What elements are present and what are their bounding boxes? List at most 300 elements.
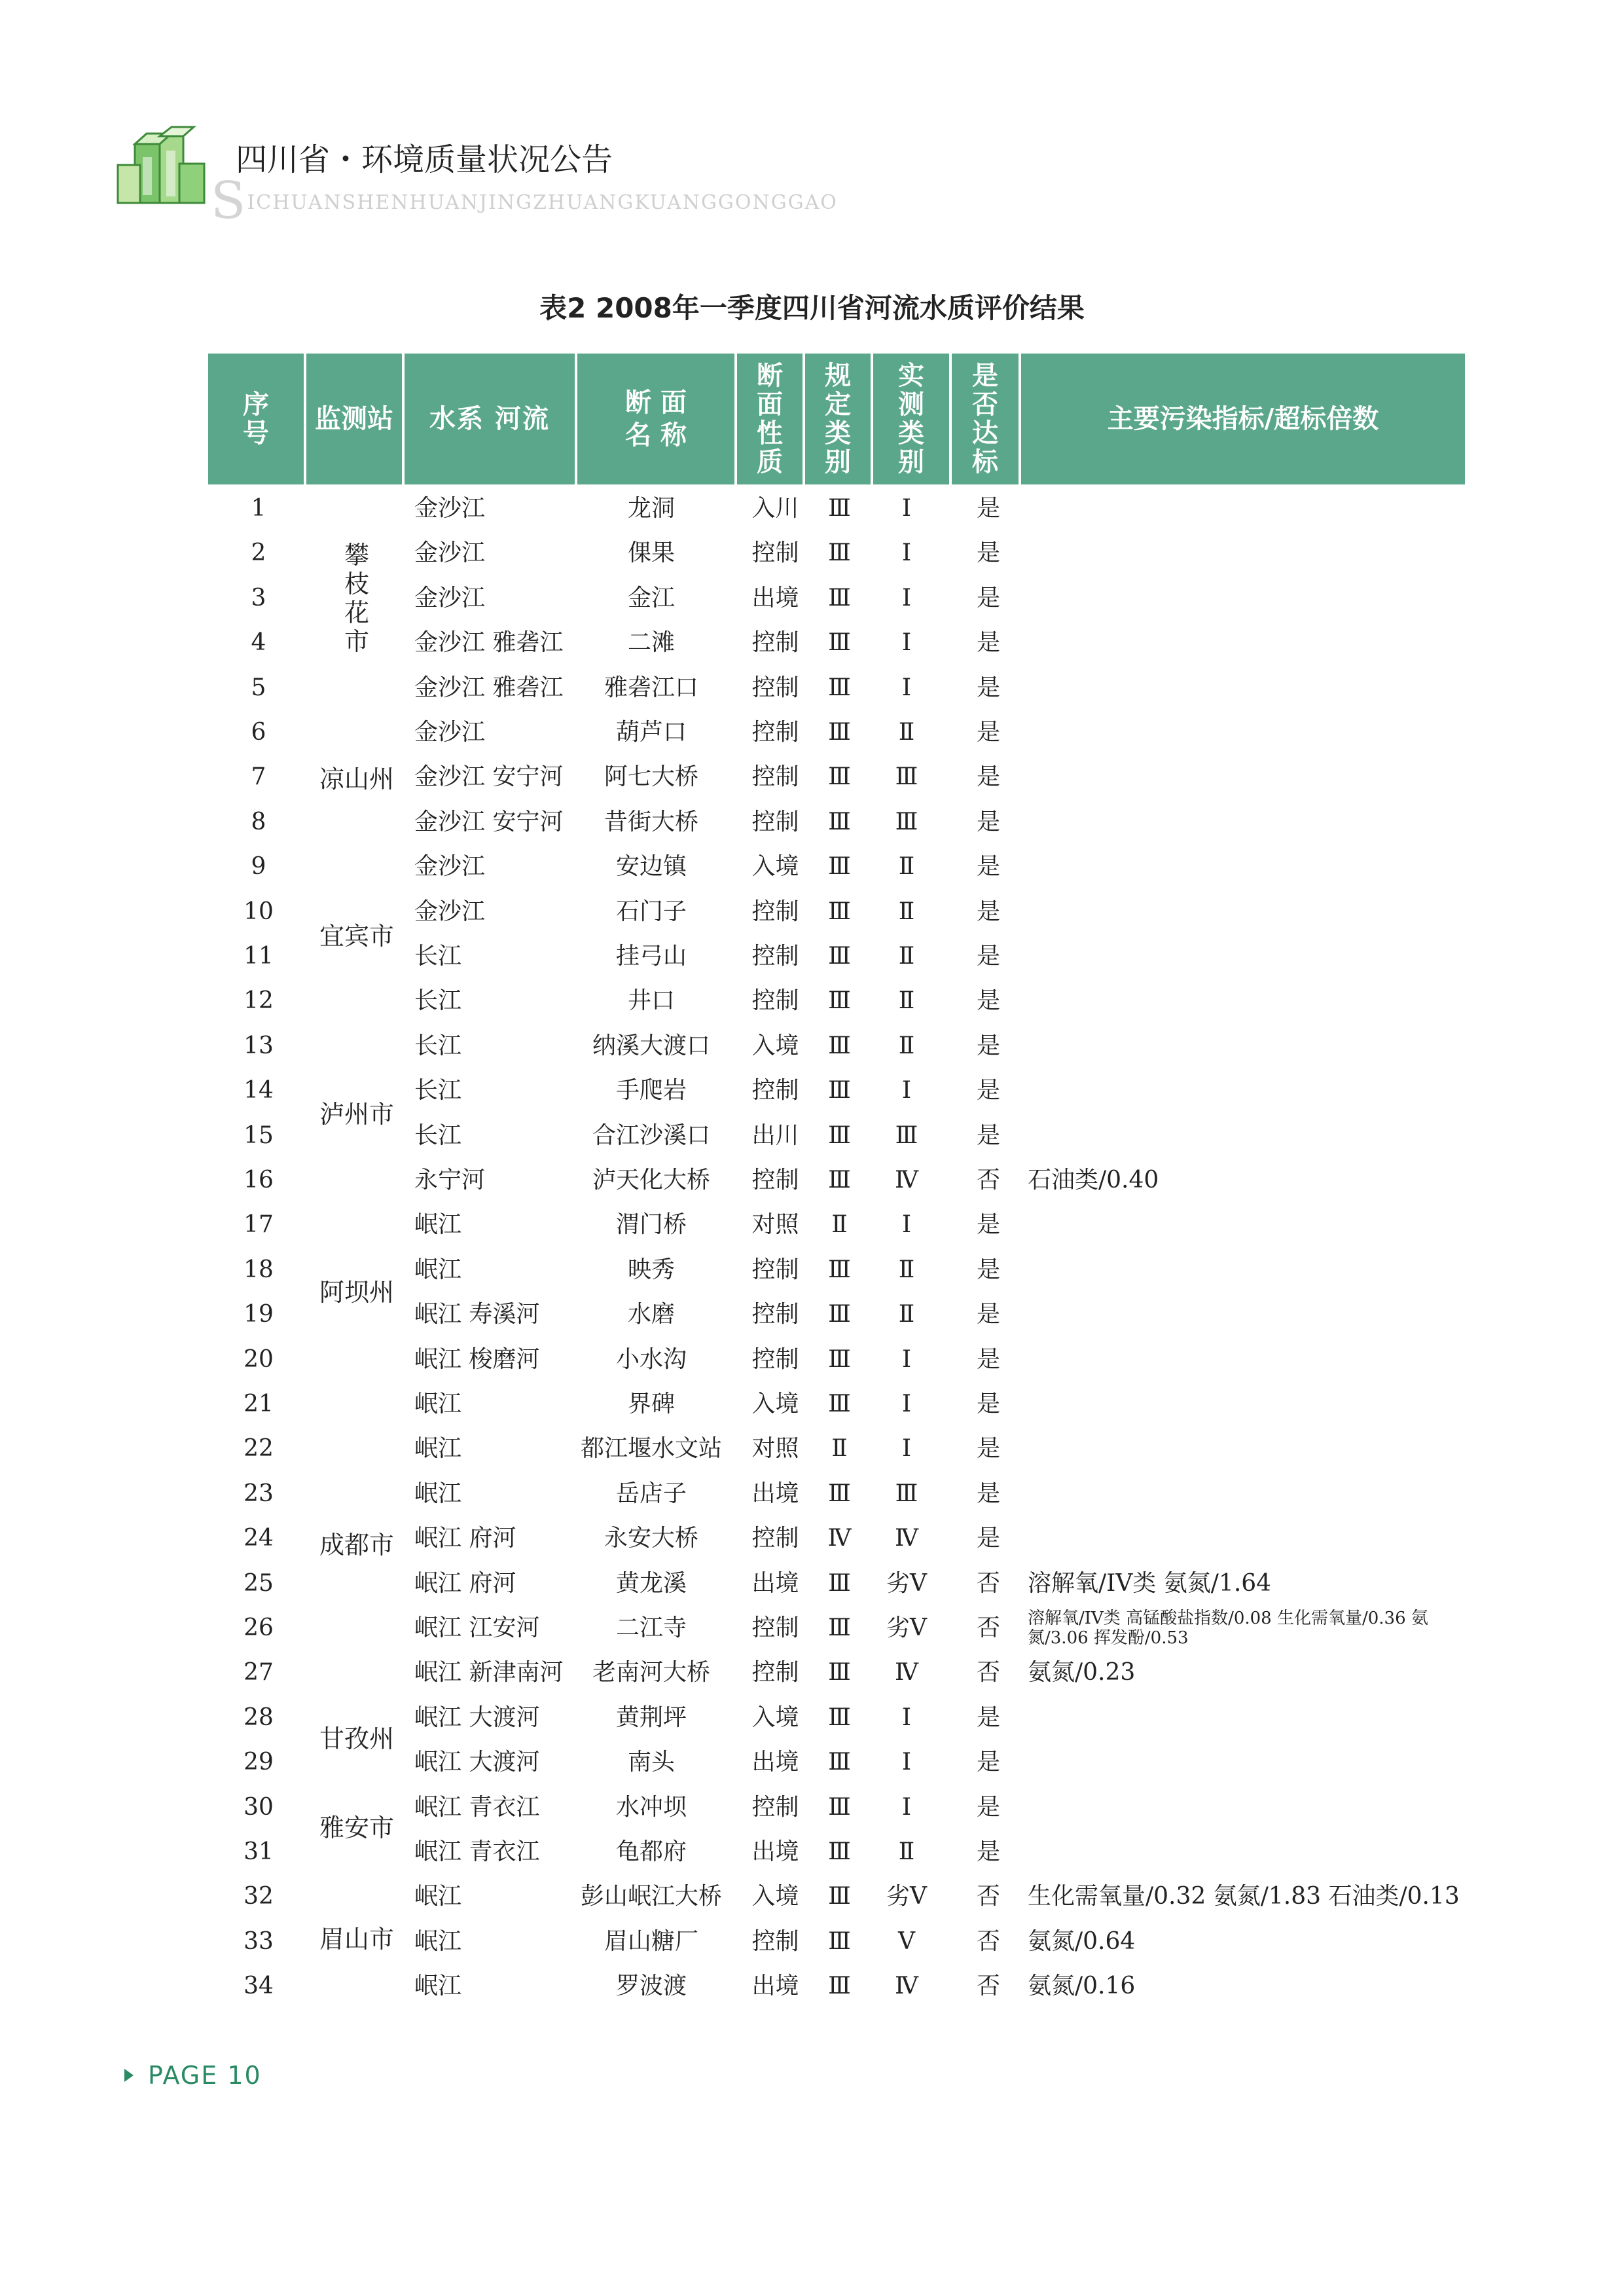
cell-spec: Ⅲ: [828, 1838, 851, 1865]
cell-measured: Ⅳ: [895, 1525, 918, 1552]
cell-no: 6: [251, 719, 266, 746]
cell-nature: 控制: [751, 943, 799, 970]
cell-nature: 控制: [751, 1927, 799, 1955]
cell-river: 岷江 新津南河: [414, 1659, 564, 1686]
table-row: [0, 1472, 1624, 1516]
cell-river: 岷江: [414, 1256, 462, 1283]
cell-river: 岷江 大渡河: [414, 1749, 540, 1776]
cell-pollutant: 氨氮/0.23: [1028, 1659, 1136, 1686]
cell-nature: 控制: [751, 674, 799, 701]
cell-no: 13: [244, 1032, 274, 1059]
cell-spec: Ⅲ: [828, 719, 851, 746]
cell-spec: Ⅲ: [828, 629, 851, 657]
col-station: 监测站: [306, 354, 402, 484]
cell-measured: Ⅰ: [901, 674, 912, 701]
cell-nature: 出境: [751, 1749, 799, 1776]
cell-nature: 控制: [751, 808, 799, 835]
cell-no: 4: [251, 629, 266, 657]
cell-measured: Ⅰ: [901, 1077, 912, 1104]
cell-nature: 出境: [751, 1838, 799, 1865]
cell-river: 岷江: [414, 1973, 462, 2000]
cell-spec: Ⅲ: [828, 853, 851, 881]
cell-river: 岷江: [414, 1480, 462, 1507]
cell-river: 长江: [414, 943, 462, 970]
cell-compliant: 否: [976, 1973, 1000, 2000]
cell-spec: Ⅲ: [828, 1659, 851, 1686]
cell-measured: Ⅰ: [901, 1749, 912, 1776]
cell-section: 水磨: [627, 1301, 675, 1328]
cell-section: 安边镇: [615, 853, 687, 881]
cell-spec: Ⅲ: [828, 1480, 851, 1507]
cell-spec: Ⅲ: [828, 539, 851, 567]
cell-measured: Ⅲ: [895, 1480, 918, 1507]
cell-spec: Ⅲ: [828, 1793, 851, 1821]
subtitle-rest: ICHUANSHENHUANJINGZHUANGKUANGGONGGAO: [247, 191, 838, 214]
cell-no: 24: [244, 1525, 274, 1552]
table-row: [0, 1696, 1624, 1740]
cell-measured: Ⅰ: [901, 1211, 912, 1239]
cell-measured: Ⅰ: [901, 1793, 912, 1821]
table-row: [0, 1964, 1624, 2009]
cell-pollutant: 石油类/0.40: [1028, 1167, 1159, 1193]
table-row: [0, 755, 1624, 799]
cell-nature: 入境: [751, 1391, 799, 1417]
cell-compliant: 是: [976, 1077, 1000, 1104]
cell-measured: 劣Ⅴ: [886, 1614, 927, 1641]
cell-no: 28: [244, 1703, 274, 1731]
table-row: [0, 1024, 1624, 1068]
cell-section: 二滩: [627, 629, 675, 657]
cell-river: 岷江 寿溪河: [414, 1301, 540, 1328]
cell-nature: 控制: [751, 1614, 799, 1641]
cell-measured: Ⅰ: [901, 539, 912, 567]
cell-measured: Ⅱ: [898, 853, 915, 881]
cell-river: 岷江 大渡河: [414, 1703, 540, 1731]
cell-no: 30: [244, 1793, 274, 1821]
cell-compliant: 是: [976, 1121, 1000, 1149]
cell-river: 岷江 梭磨河: [414, 1345, 540, 1373]
table-row: [0, 1158, 1624, 1203]
cell-pollutant: 氨氮/0.16: [1028, 1973, 1136, 2000]
col-ok: 是否达标: [952, 354, 1019, 484]
cell-section: 黄龙溪: [615, 1569, 687, 1597]
cell-spec: Ⅲ: [828, 1569, 851, 1597]
cell-no: 3: [251, 584, 266, 611]
table-row: [0, 621, 1624, 665]
cell-river: 岷江 江安河: [414, 1614, 540, 1641]
cell-no: 11: [244, 943, 274, 970]
cell-spec: Ⅱ: [831, 1211, 848, 1239]
table-row: [0, 1338, 1624, 1382]
station-label: 成都市: [319, 1531, 394, 1559]
cell-river: 岷江 府河: [414, 1525, 516, 1552]
cell-nature: 控制: [751, 1256, 799, 1283]
cell-compliant: 否: [976, 1659, 1000, 1686]
cell-section: 二江寺: [615, 1614, 687, 1641]
station-label: 凉山州: [319, 765, 394, 793]
cell-river: 岷江: [414, 1211, 462, 1239]
table-row: [0, 1292, 1624, 1337]
table-row: [0, 1830, 1624, 1874]
table-row: [0, 1561, 1624, 1606]
cell-nature: 控制: [751, 719, 799, 746]
cell-measured: Ⅳ: [895, 1973, 918, 2000]
table-row: [0, 1740, 1624, 1785]
cell-no: 8: [251, 808, 266, 835]
cell-compliant: 是: [976, 1703, 1000, 1731]
cell-nature: 控制: [751, 1525, 799, 1552]
cell-no: 21: [244, 1391, 274, 1417]
cell-compliant: 否: [976, 1883, 1000, 1910]
cell-compliant: 是: [976, 1480, 1000, 1507]
cell-section: 罗波渡: [615, 1973, 687, 2000]
table-row: [0, 1114, 1624, 1158]
cell-pollutant: 氨氮/0.64: [1028, 1927, 1136, 1955]
cell-spec: Ⅲ: [828, 1614, 851, 1641]
cell-nature: 入境: [751, 1703, 799, 1731]
cell-no: 22: [244, 1435, 274, 1463]
cell-river: 金沙江 雅砻江: [414, 674, 564, 701]
cell-compliant: 是: [976, 987, 1000, 1015]
station-label: 眉山市: [319, 1925, 394, 1954]
cell-nature: 对照: [751, 1435, 799, 1463]
cell-no: 2: [251, 539, 266, 567]
table-row: [0, 1920, 1624, 1964]
cell-compliant: 是: [976, 719, 1000, 746]
table-row: [0, 486, 1624, 531]
cell-river: 金沙江: [414, 539, 486, 567]
station-label: 泸州市: [319, 1100, 394, 1129]
cell-compliant: 是: [976, 1793, 1000, 1821]
cell-measured: 劣Ⅴ: [886, 1569, 927, 1597]
cell-compliant: 是: [976, 1211, 1000, 1239]
cell-compliant: 是: [976, 1032, 1000, 1059]
table-row: [0, 1427, 1624, 1471]
cell-section: 泸天化大桥: [592, 1167, 710, 1193]
cell-section: 眉山糖厂: [604, 1927, 698, 1955]
table-row: [0, 1068, 1624, 1113]
cell-measured: Ⅰ: [901, 1703, 912, 1731]
cell-section: 老南河大桥: [592, 1659, 710, 1686]
cell-spec: Ⅲ: [828, 1973, 851, 2000]
cell-section: 南头: [627, 1749, 675, 1776]
table-row: [0, 1203, 1624, 1247]
cell-river: 长江: [414, 1077, 462, 1104]
cell-compliant: 否: [976, 1569, 1000, 1597]
cell-no: 34: [244, 1973, 274, 2000]
col-section: 断 面 名 称: [577, 354, 734, 484]
cell-river: 长江: [414, 1032, 462, 1059]
cell-spec: Ⅲ: [828, 495, 851, 522]
cell-section: 彭山岷江大桥: [580, 1883, 722, 1910]
cell-spec: Ⅳ: [827, 1525, 852, 1552]
cell-pollutant: 生化需氧量/0.32 氨氮/1.83 石油类/0.13: [1028, 1883, 1460, 1910]
cell-section: 永安大桥: [604, 1525, 698, 1552]
cell-section: 葫芦口: [615, 719, 687, 746]
cell-nature: 入境: [751, 1883, 799, 1910]
cell-river: 金沙江 安宁河: [414, 763, 564, 791]
cell-measured: Ⅳ: [895, 1167, 918, 1193]
cell-compliant: 是: [976, 1256, 1000, 1283]
cell-section: 合江沙溪口: [592, 1121, 710, 1149]
cell-measured: Ⅱ: [898, 898, 915, 925]
cell-spec: Ⅲ: [828, 674, 851, 701]
cell-compliant: 是: [976, 1345, 1000, 1373]
cell-pollutant: 溶解氧/IV类 氨氮/1.64: [1028, 1569, 1272, 1597]
table-row: [0, 1248, 1624, 1292]
cell-spec: Ⅲ: [828, 987, 851, 1015]
col-no: 序号: [208, 354, 304, 484]
cell-no: 16: [244, 1167, 274, 1193]
station-label: 宜宾市: [319, 922, 394, 951]
cell-spec: Ⅲ: [828, 808, 851, 835]
col-pollutant: 主要污染指标/超标倍数: [1021, 354, 1465, 484]
cell-no: 33: [244, 1927, 274, 1955]
cell-spec: Ⅲ: [828, 1703, 851, 1731]
cell-measured: Ⅱ: [898, 1301, 915, 1328]
cell-measured: Ⅰ: [901, 1391, 912, 1417]
col-river: 水系 河流: [405, 354, 575, 484]
col-spec: 规定类别: [805, 354, 871, 484]
cell-nature: 控制: [751, 763, 799, 791]
cell-nature: 控制: [751, 1659, 799, 1686]
table-row: [0, 1382, 1624, 1427]
cell-compliant: 是: [976, 629, 1000, 657]
cell-spec: Ⅲ: [828, 1121, 851, 1149]
cell-river: 永宁河: [414, 1167, 486, 1193]
cell-no: 32: [244, 1883, 274, 1910]
cell-spec: Ⅲ: [828, 1301, 851, 1328]
cell-spec: Ⅲ: [828, 1391, 851, 1417]
cell-nature: 入川: [751, 495, 799, 522]
cell-section: 阿七大桥: [604, 763, 698, 791]
cell-no: 31: [244, 1838, 274, 1865]
cell-nature: 入境: [751, 1032, 799, 1059]
subtitle-initial: S: [211, 172, 247, 230]
cell-section: 黄荆坪: [615, 1703, 687, 1731]
cell-compliant: 是: [976, 539, 1000, 567]
publication-title: 四川省・环境质量状况公告: [236, 141, 613, 178]
cell-compliant: 是: [976, 1391, 1000, 1417]
cell-river: 长江: [414, 1121, 462, 1149]
cell-compliant: 是: [976, 1749, 1000, 1776]
cell-no: 25: [244, 1569, 274, 1597]
cell-spec: Ⅲ: [828, 763, 851, 791]
cell-section: 金江: [627, 584, 675, 611]
cell-section: 岳店子: [615, 1480, 687, 1507]
cell-section: 手爬岩: [615, 1077, 687, 1104]
cell-compliant: 是: [976, 1435, 1000, 1463]
cell-spec: Ⅲ: [828, 1256, 851, 1283]
table-row: [0, 1874, 1624, 1919]
table-row: [0, 845, 1624, 889]
cell-nature: 控制: [751, 1301, 799, 1328]
cell-nature: 出境: [751, 584, 799, 611]
cell-section: 映秀: [627, 1256, 675, 1283]
cell-section: 渭门桥: [615, 1211, 687, 1239]
cell-spec: Ⅲ: [828, 898, 851, 925]
cell-measured: Ⅱ: [898, 943, 915, 970]
cell-section: 都江堰水文站: [580, 1435, 722, 1463]
table-row: [0, 800, 1624, 845]
cell-measured: Ⅱ: [898, 719, 915, 746]
cell-no: 20: [244, 1345, 274, 1373]
station-label: 雅安市: [319, 1813, 394, 1842]
cell-compliant: 否: [976, 1167, 1000, 1193]
cell-measured: Ⅱ: [898, 987, 915, 1015]
table-row: [0, 531, 1624, 575]
cell-no: 1: [251, 495, 266, 522]
cell-spec: Ⅲ: [828, 1032, 851, 1059]
station-label: 攀枝花市: [344, 541, 369, 656]
cell-section: 水冲坝: [615, 1793, 687, 1821]
cell-river: 岷江: [414, 1883, 462, 1910]
publication-logo: [117, 124, 208, 209]
cell-measured: Ⅰ: [901, 495, 912, 522]
cell-nature: 控制: [751, 629, 799, 657]
cell-measured: Ⅰ: [901, 1435, 912, 1463]
cell-river: 岷江: [414, 1927, 462, 1955]
cell-no: 29: [244, 1749, 274, 1776]
station-label: 甘孜州: [319, 1724, 394, 1753]
cell-no: 27: [244, 1659, 274, 1686]
cell-measured: Ⅲ: [895, 808, 918, 835]
cell-river: 金沙江 安宁河: [414, 808, 564, 835]
cell-measured: Ⅰ: [901, 629, 912, 657]
cell-river: 岷江 青衣江: [414, 1793, 540, 1821]
cell-nature: 出境: [751, 1569, 799, 1597]
cell-spec: Ⅲ: [828, 1927, 851, 1955]
cell-section: 小水沟: [615, 1345, 687, 1373]
cell-no: 12: [244, 987, 274, 1015]
cell-compliant: 是: [976, 1301, 1000, 1328]
cell-river: 金沙江: [414, 719, 486, 746]
triangle-icon: [124, 2069, 134, 2082]
cell-river: 金沙江: [414, 898, 486, 925]
cell-compliant: 否: [976, 1614, 1000, 1641]
cell-river: 岷江 青衣江: [414, 1838, 540, 1865]
cell-section: 昔街大桥: [604, 808, 698, 835]
cell-no: 23: [244, 1480, 274, 1507]
col-nature: 断面性质: [737, 354, 803, 484]
cell-nature: 控制: [751, 1167, 799, 1193]
cell-no: 17: [244, 1211, 274, 1239]
table-row: [0, 890, 1624, 934]
cell-spec: Ⅲ: [828, 1345, 851, 1373]
table-row: [0, 1516, 1624, 1561]
cell-spec: Ⅲ: [828, 1749, 851, 1776]
cell-measured: Ⅱ: [898, 1256, 915, 1283]
cell-section: 雅砻江口: [604, 674, 698, 701]
cell-river: 岷江 府河: [414, 1569, 516, 1597]
cell-section: 纳溪大渡口: [592, 1032, 710, 1059]
cell-compliant: 是: [976, 943, 1000, 970]
table-row: [0, 979, 1624, 1023]
cell-no: 10: [244, 898, 274, 925]
cell-no: 26: [244, 1614, 274, 1641]
cell-no: 14: [244, 1077, 274, 1104]
cell-no: 5: [251, 674, 266, 701]
cell-spec: Ⅲ: [828, 584, 851, 611]
cell-nature: 出川: [751, 1121, 799, 1149]
cell-nature: 控制: [751, 1345, 799, 1373]
cell-no: 18: [244, 1256, 274, 1283]
cell-spec: Ⅲ: [828, 943, 851, 970]
cell-section: 挂弓山: [615, 943, 687, 970]
cell-spec: Ⅲ: [828, 1883, 851, 1910]
cell-compliant: 否: [976, 1927, 1000, 1955]
cell-river: 金沙江: [414, 495, 486, 522]
table-row: [0, 1650, 1624, 1695]
cell-compliant: 是: [976, 1525, 1000, 1552]
cell-river: 长江: [414, 987, 462, 1015]
table-row: [0, 934, 1624, 979]
cell-measured: Ⅴ: [898, 1927, 915, 1955]
cell-nature: 控制: [751, 1793, 799, 1821]
publication-subtitle: [211, 162, 838, 230]
table-row: [0, 1785, 1624, 1830]
cell-nature: 控制: [751, 898, 799, 925]
cell-measured: Ⅰ: [901, 1345, 912, 1373]
cell-river: 金沙江: [414, 853, 486, 881]
station-label: 阿坝州: [319, 1278, 394, 1307]
cell-spec: Ⅲ: [828, 1167, 851, 1193]
cell-compliant: 是: [976, 763, 1000, 791]
cell-compliant: 是: [976, 853, 1000, 881]
cell-no: 9: [251, 853, 266, 881]
table-row: [0, 666, 1624, 710]
cell-spec: Ⅱ: [831, 1435, 848, 1463]
cell-section: 界碑: [627, 1391, 675, 1417]
cell-measured: Ⅲ: [895, 763, 918, 791]
table-row: [0, 1606, 1624, 1650]
cell-section: 石门子: [615, 898, 687, 925]
cell-compliant: 是: [976, 1838, 1000, 1865]
cell-section: 龙洞: [627, 495, 675, 522]
table-row: [0, 576, 1624, 621]
cell-measured: Ⅲ: [895, 1121, 918, 1149]
cell-nature: 入境: [751, 853, 799, 881]
cell-measured: Ⅳ: [895, 1659, 918, 1686]
cell-nature: 对照: [751, 1211, 799, 1239]
cell-measured: Ⅱ: [898, 1838, 915, 1865]
table-row: [0, 710, 1624, 755]
cell-measured: 劣Ⅴ: [886, 1883, 927, 1910]
cell-river: 岷江: [414, 1435, 462, 1463]
cell-no: 15: [244, 1121, 274, 1149]
cell-measured: Ⅰ: [901, 584, 912, 611]
cell-section: 龟都府: [615, 1838, 687, 1865]
cell-nature: 控制: [751, 987, 799, 1015]
cell-nature: 控制: [751, 539, 799, 567]
cell-no: 7: [251, 763, 266, 791]
cell-nature: 出境: [751, 1973, 799, 2000]
table-title: 表2 2008年一季度四川省河流水质评价结果: [539, 292, 1085, 324]
cell-nature: 控制: [751, 1077, 799, 1104]
cell-compliant: 是: [976, 584, 1000, 611]
cell-no: 19: [244, 1301, 274, 1328]
cell-compliant: 是: [976, 898, 1000, 925]
cell-river: 金沙江: [414, 584, 486, 611]
table-header: [208, 354, 1465, 484]
cell-section: 井口: [627, 987, 675, 1015]
page-number: PAGE 10: [124, 2061, 262, 2090]
cell-compliant: 是: [976, 495, 1000, 522]
cell-river: 金沙江 雅砻江: [414, 629, 564, 657]
cell-section: 倮果: [627, 539, 675, 567]
col-meas: 实测类别: [873, 354, 949, 484]
cell-measured: Ⅱ: [898, 1032, 915, 1059]
